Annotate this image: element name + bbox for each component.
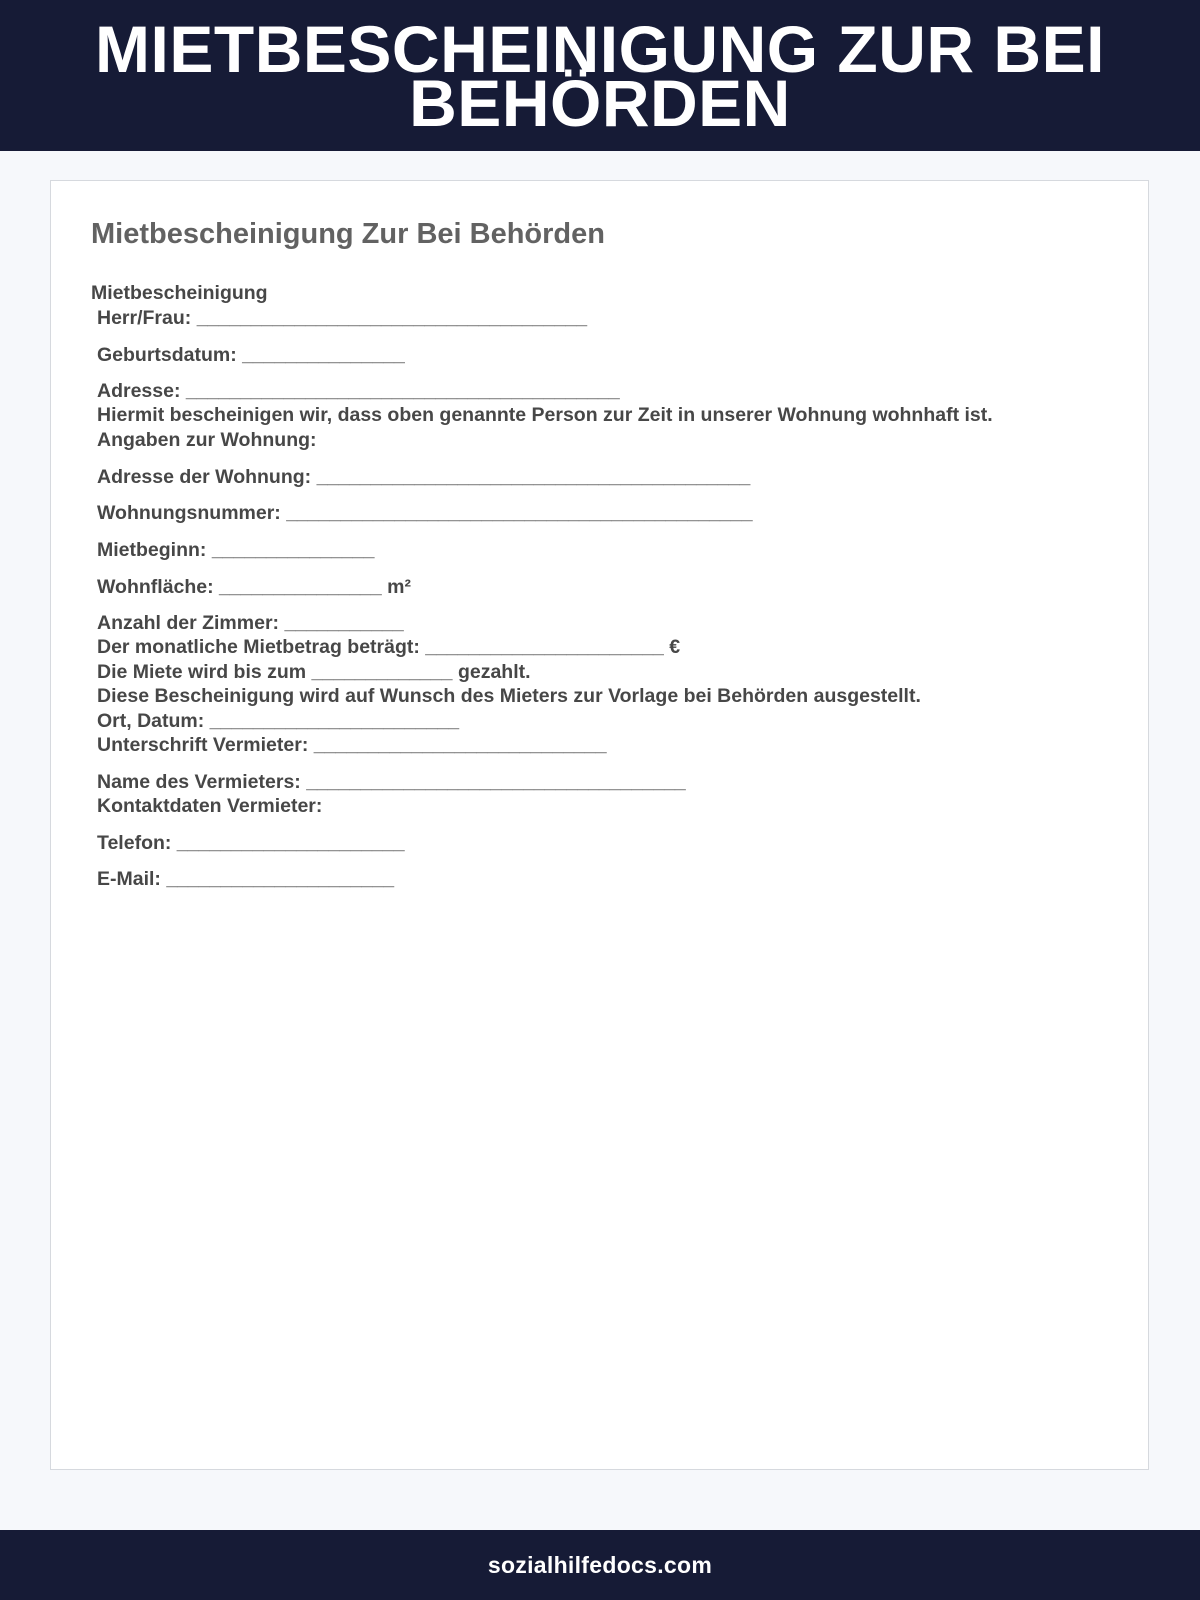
field-email: E-Mail: _____________________ — [97, 868, 395, 890]
field-herr-frau: Herr/Frau: ____________________________________ — [97, 307, 588, 329]
field-anzahl-zimmer: Anzahl der Zimmer: ___________ — [97, 612, 404, 634]
statement-purpose: Diese Bescheinigung wird auf Wunsch des Mieters zur Vorlage bei Behörden ausgestellt. — [97, 685, 921, 707]
footer-site-name: sozialhilfedocs.com — [487, 1551, 713, 1578]
field-adresse-wohnung: Adresse der Wohnung: ________________________________________ — [97, 466, 751, 488]
field-ort-datum: Ort, Datum: _______________________ — [97, 710, 460, 732]
field-miete-gezahlt: Die Miete wird bis zum _____________ gezahlt. — [97, 661, 531, 683]
section-kontaktdaten-label: Kontaktdaten Vermieter: — [97, 795, 323, 817]
field-adresse: Adresse: ________________________________________ — [97, 380, 620, 402]
document-subtitle: Mietbescheinigung — [91, 282, 268, 304]
field-geburtsdatum: Geburtsdatum: _______________ — [97, 344, 405, 366]
field-mietbeginn: Mietbeginn: _______________ — [97, 539, 375, 561]
field-telefon: Telefon: _____________________ — [97, 832, 405, 854]
field-name-vermieter: Name des Vermieters: ___________________________________ — [97, 771, 686, 793]
footer-banner — [0, 1530, 1200, 1600]
section-wohnung-label: Angaben zur Wohnung: — [97, 429, 317, 451]
field-unterschrift: Unterschrift Vermieter: ___________________________ — [97, 734, 607, 756]
field-mietbetrag: Der monatliche Mietbetrag beträgt: ______________________ € — [97, 636, 681, 658]
document-heading: Mietbescheinigung Zur Bei Behörden — [91, 218, 605, 250]
top-banner — [0, 0, 1200, 151]
banner-title: MIETBESCHEINIGUNG ZUR BEI BEHÖRDEN — [95, 11, 1105, 140]
statement-residence: Hiermit bescheinigen wir, dass oben genannte Person zur Zeit in unserer Wohnung wohnhaft ist. — [97, 404, 993, 426]
document-card — [50, 180, 1149, 1470]
field-wohnungsnummer: Wohnungsnummer: ___________________________________________ — [97, 502, 753, 524]
field-wohnflaeche: Wohnfläche: _______________ m² — [97, 576, 411, 598]
